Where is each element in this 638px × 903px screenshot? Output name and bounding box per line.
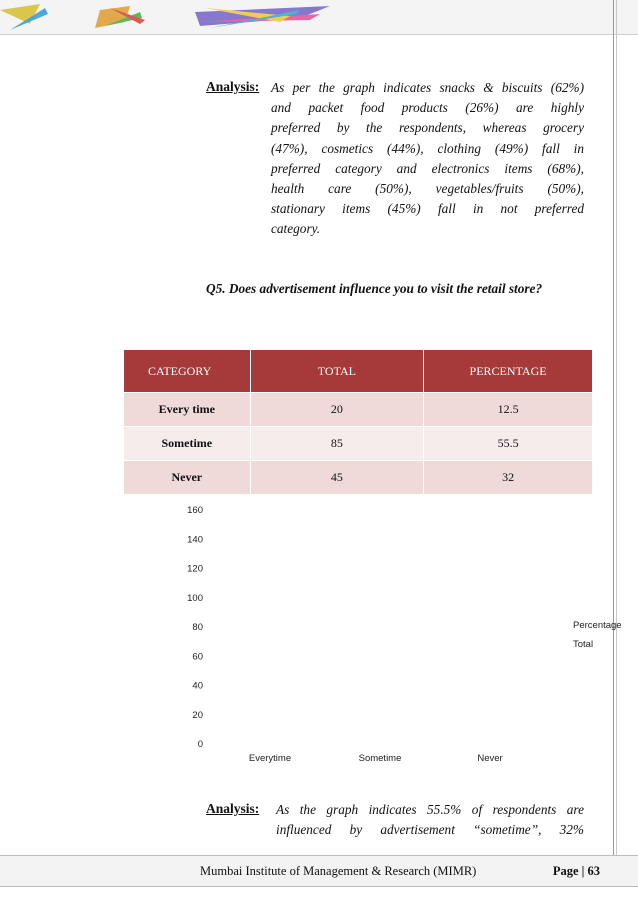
table-header-category: CATEGORY [124,350,251,393]
table-cell-percentage: 12.5 [424,393,593,427]
survey-table [123,349,593,495]
analysis-line: category. [271,221,321,237]
table-cell-percentage: 55.5 [424,427,593,461]
y-tick-label: 20 [192,709,203,721]
y-tick-label: 80 [192,622,203,633]
page-footer [200,864,600,879]
table-row [124,393,593,427]
table-row [124,427,593,461]
x-tick-label: Never [477,753,503,764]
analysis-line: stationary items (45%) fall in not preferred [271,201,584,217]
y-tick-label: 0 [197,739,203,750]
analysis-line: As the graph indicates 55.5% of respondents are [276,802,584,817]
table-cell-category: Every time [124,393,251,427]
legend-entry: Total [573,639,594,650]
table-cell-total: 45 [250,461,424,495]
table-cell-total: 85 [250,427,424,461]
table-cell-percentage: 32 [424,461,593,495]
footer-page-number: Page | 63 [552,864,600,878]
table-row [124,461,593,495]
analysis-paragraph-2 [276,800,584,840]
pencils-banner-image [0,0,340,34]
table-header-percentage: PERCENTAGE [424,350,593,393]
table-cell-total: 20 [250,393,424,427]
analysis-paragraph-1 [271,78,584,240]
footer-institute: Mumbai Institute of Management & Research (MIMR) [200,864,477,878]
x-tick-label: Everytime [248,753,292,764]
legend-entry: Percentage [573,620,622,631]
analysis-line: and packet food products (26%) are highly [271,100,584,116]
question-q5: Q5. Does advertisement influence you to visit the retail store? [206,281,543,296]
y-tick-label: 140 [187,534,203,546]
x-tick-label: Sometime [358,753,402,764]
analysis-line: preferred by the respondents, whereas grocery [271,120,584,136]
analysis-line: influenced by advertisement “sometime”, 32% [276,822,584,838]
table-header-total: TOTAL [250,350,424,393]
y-tick-label: 160 [187,505,203,516]
y-tick-label: 120 [187,563,203,575]
analysis-line: preferred category and electronics items (68%), [271,160,584,176]
advertisement-chart [160,497,630,769]
y-tick-label: 100 [187,592,203,604]
analysis-line: As per the graph indicates snacks & biscuits (62%) [271,80,584,95]
analysis-line: health care (50%), vegetables/fruits (50%), [271,181,584,197]
analysis-line: (47%), cosmetics (44%), clothing (49%) fall in [271,140,584,156]
y-tick-label: 40 [192,680,203,692]
table-cell-category: Never [124,461,251,495]
analysis-label-2: Analysis: [206,801,260,816]
analysis-label-1: Analysis: [206,79,260,94]
table-cell-category: Sometime [124,427,251,461]
y-tick-label: 60 [192,651,203,663]
